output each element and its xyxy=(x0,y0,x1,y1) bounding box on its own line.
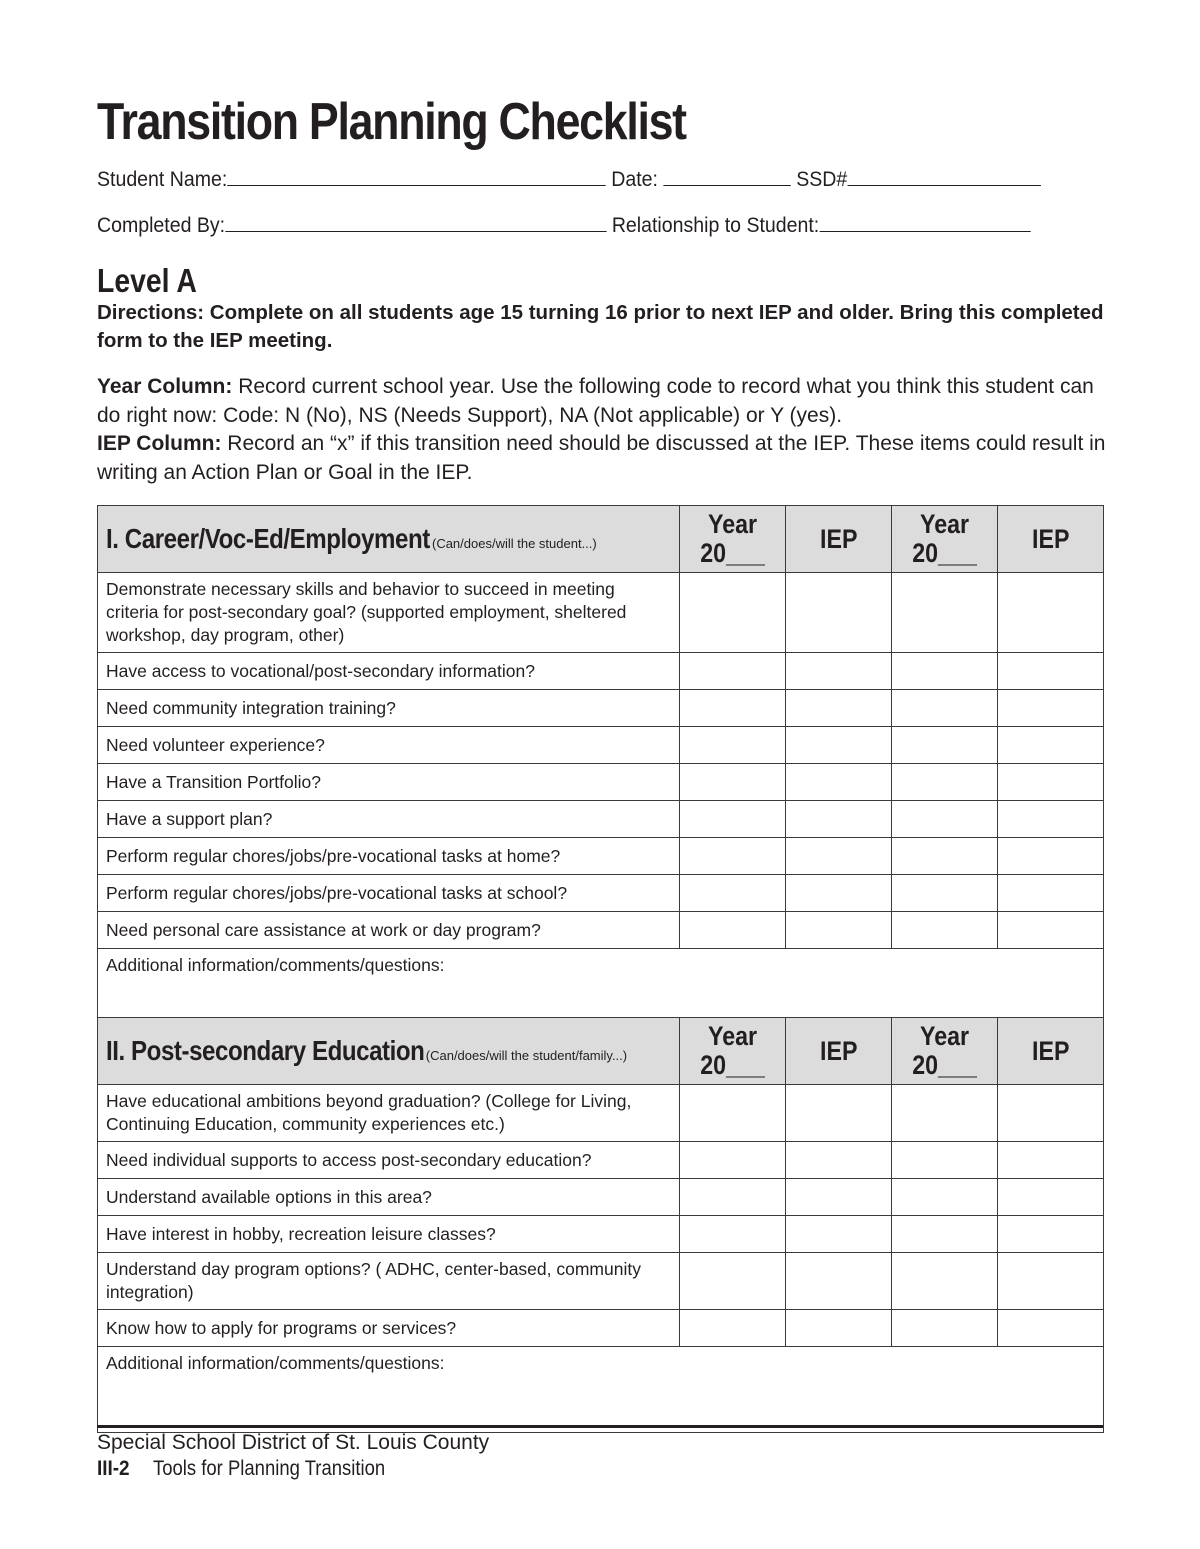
relationship-field[interactable] xyxy=(819,213,1030,232)
footer-page-info xyxy=(97,1457,417,1481)
iep-1-cell[interactable] xyxy=(786,573,892,653)
iep-2-cell[interactable] xyxy=(998,653,1104,690)
iep-1-cell[interactable] xyxy=(786,875,892,912)
iep-1-cell[interactable] xyxy=(786,838,892,875)
iep-1-cell[interactable] xyxy=(786,727,892,764)
iep-1-cell[interactable] xyxy=(786,1142,892,1179)
section-subtitle: (Can/does/will the student/family...) xyxy=(425,1048,628,1063)
iep-column-text: Record an “x” if this transition need should be discussed at the IEP. These items could result in writing an Action Plan or Goal in the IEP. xyxy=(97,432,1106,484)
year-2-cell[interactable] xyxy=(892,1310,998,1347)
table-row xyxy=(98,1085,1104,1142)
iep-2-cell[interactable] xyxy=(998,1142,1104,1179)
year-2-cell[interactable] xyxy=(892,875,998,912)
level-heading: Level A xyxy=(97,262,197,299)
year-1-cell[interactable] xyxy=(680,653,786,690)
table-bottom-rule xyxy=(97,1425,1103,1428)
year-1-cell[interactable] xyxy=(680,1142,786,1179)
iep-2-cell[interactable] xyxy=(998,690,1104,727)
iep-2-cell[interactable] xyxy=(998,1253,1104,1310)
completed-by-row xyxy=(97,213,1027,238)
section-title: II. Post-secondary Education xyxy=(106,1035,425,1066)
year-1-cell[interactable] xyxy=(680,1253,786,1310)
comments-label: Additional information/comments/questions: xyxy=(106,1353,445,1373)
iep-2-cell[interactable] xyxy=(998,1216,1104,1253)
completed-by-label: Completed By: xyxy=(97,214,226,237)
section-title: I. Career/Voc-Ed/Employment xyxy=(106,523,430,554)
iep-2-cell[interactable] xyxy=(998,1179,1104,1216)
table-row xyxy=(98,912,1104,949)
career-checklist-table xyxy=(97,505,1104,1021)
checklist-item-text: Need volunteer experience? xyxy=(98,727,680,764)
comments-row xyxy=(98,1347,1104,1433)
year-1-cell[interactable] xyxy=(680,1216,786,1253)
comments-row xyxy=(98,949,1104,1021)
iep-1-cell[interactable] xyxy=(786,1253,892,1310)
table-row xyxy=(98,801,1104,838)
ssd-field[interactable] xyxy=(847,167,1040,186)
publication-title: Tools for Planning Transition xyxy=(153,1457,386,1480)
checklist-item-text: Need personal care assistance at work or day program? xyxy=(98,912,680,949)
iep-column-label: IEP Column: xyxy=(97,432,222,455)
year-1-cell[interactable] xyxy=(680,764,786,801)
iep-1-cell[interactable] xyxy=(786,1179,892,1216)
iep-2-cell[interactable] xyxy=(998,875,1104,912)
iep-2-cell[interactable] xyxy=(998,1310,1104,1347)
year-1-cell[interactable] xyxy=(680,801,786,838)
year-2-cell[interactable] xyxy=(892,727,998,764)
year-1-cell[interactable] xyxy=(680,912,786,949)
year-2-cell[interactable] xyxy=(892,1085,998,1142)
table-row xyxy=(98,653,1104,690)
iep-1-cell[interactable] xyxy=(786,912,892,949)
year-column-header: Year 20___ xyxy=(892,506,998,573)
footer-organization: Special School District of St. Louis County xyxy=(97,1431,490,1454)
checklist-item-text: Perform regular chores/jobs/pre-vocational tasks at school? xyxy=(98,875,680,912)
table-row xyxy=(98,838,1104,875)
year-1-cell[interactable] xyxy=(680,690,786,727)
date-field[interactable] xyxy=(663,167,790,186)
iep-2-cell[interactable] xyxy=(998,838,1104,875)
checklist-item-text: Have access to vocational/post-secondary information? xyxy=(98,653,680,690)
date-label: Date: xyxy=(611,168,658,191)
table-row xyxy=(98,1179,1104,1216)
year-column-text: Record current school year. Use the following code to record what you think this student can do right now: Code: N (No), NS (Needs Support), NA (Not applicable) or Y (yes). xyxy=(97,375,1094,427)
year-1-cell[interactable] xyxy=(680,838,786,875)
iep-1-cell[interactable] xyxy=(786,1216,892,1253)
student-name-field[interactable] xyxy=(227,167,606,186)
comments-label: Additional information/comments/questions: xyxy=(106,955,445,975)
comments-field[interactable] xyxy=(98,1347,1104,1433)
section-header-row xyxy=(98,1018,1104,1085)
iep-1-cell[interactable] xyxy=(786,1310,892,1347)
section-header-row xyxy=(98,506,1104,573)
year-1-cell[interactable] xyxy=(680,1179,786,1216)
section-subtitle: (Can/does/will the student...) xyxy=(431,536,597,551)
postsecondary-checklist-table xyxy=(97,1017,1104,1433)
checklist-item-text: Have educational ambitions beyond graduation? (College for Living, Continuing Education, community experiences etc.) xyxy=(98,1085,680,1142)
year-2-cell[interactable] xyxy=(892,801,998,838)
checklist-item-text: Understand available options in this area? xyxy=(98,1179,680,1216)
iep-2-cell[interactable] xyxy=(998,801,1104,838)
year-1-cell[interactable] xyxy=(680,573,786,653)
year-column-header: Year 20___ xyxy=(680,506,786,573)
iep-column-header: IEP xyxy=(786,1018,892,1085)
iep-2-cell[interactable] xyxy=(998,727,1104,764)
year-2-cell[interactable] xyxy=(892,764,998,801)
year-2-cell[interactable] xyxy=(892,1142,998,1179)
year-2-cell[interactable] xyxy=(892,912,998,949)
section-title-cell xyxy=(98,506,680,573)
year-1-cell[interactable] xyxy=(680,875,786,912)
student-name-label: Student Name: xyxy=(97,168,228,191)
page-title: Transition Planning Checklist xyxy=(97,93,686,151)
iep-2-cell[interactable] xyxy=(998,1085,1104,1142)
checklist-item-text: Need individual supports to access post-secondary education? xyxy=(98,1142,680,1179)
iep-1-cell[interactable] xyxy=(786,764,892,801)
relationship-label: Relationship to Student: xyxy=(611,214,820,237)
table-row xyxy=(98,1253,1104,1310)
student-info-row xyxy=(97,167,1027,192)
column-instructions xyxy=(97,373,1107,487)
iep-column-header: IEP xyxy=(998,1018,1104,1085)
checklist-item-text: Understand day program options? ( ADHC, center-based, community integration) xyxy=(98,1253,680,1310)
table-row xyxy=(98,690,1104,727)
ssd-label: SSD# xyxy=(796,168,848,191)
year-2-cell[interactable] xyxy=(892,1179,998,1216)
table-row xyxy=(98,573,1104,653)
iep-1-cell[interactable] xyxy=(786,1085,892,1142)
year-column-header: Year 20___ xyxy=(680,1018,786,1085)
year-1-cell[interactable] xyxy=(680,727,786,764)
iep-2-cell[interactable] xyxy=(998,912,1104,949)
year-column-label: Year Column: xyxy=(97,375,233,398)
checklist-item-text: Demonstrate necessary skills and behavior to succeed in meeting criteria for post-secondary goal? (supported employment, sheltered workshop, day program, other) xyxy=(98,573,680,653)
table-row xyxy=(98,1310,1104,1347)
year-2-cell[interactable] xyxy=(892,1216,998,1253)
iep-1-cell[interactable] xyxy=(786,690,892,727)
checklist-item-text: Know how to apply for programs or services? xyxy=(98,1310,680,1347)
section-title-cell xyxy=(98,1018,680,1085)
checklist-item-text: Need community integration training? xyxy=(98,690,680,727)
year-2-cell[interactable] xyxy=(892,690,998,727)
checklist-item-text: Have interest in hobby, recreation leisure classes? xyxy=(98,1216,680,1253)
table-row xyxy=(98,727,1104,764)
year-2-cell[interactable] xyxy=(892,573,998,653)
year-2-cell[interactable] xyxy=(892,1253,998,1310)
iep-column-header: IEP xyxy=(998,506,1104,573)
table-row xyxy=(98,875,1104,912)
checklist-item-text: Have a support plan? xyxy=(98,801,680,838)
checklist-item-text: Perform regular chores/jobs/pre-vocational tasks at home? xyxy=(98,838,680,875)
comments-field[interactable] xyxy=(98,949,1104,1021)
iep-1-cell[interactable] xyxy=(786,653,892,690)
completed-by-field[interactable] xyxy=(225,213,606,232)
year-1-cell[interactable] xyxy=(680,1085,786,1142)
iep-2-cell[interactable] xyxy=(998,573,1104,653)
table-row xyxy=(98,764,1104,801)
iep-1-cell[interactable] xyxy=(786,801,892,838)
page-number: III-2 xyxy=(97,1457,130,1480)
year-column-header: Year 20___ xyxy=(892,1018,998,1085)
iep-2-cell[interactable] xyxy=(998,764,1104,801)
year-2-cell[interactable] xyxy=(892,838,998,875)
table-row xyxy=(98,1142,1104,1179)
year-2-cell[interactable] xyxy=(892,653,998,690)
directions-text: Directions: Complete on all students age 15 turning 16 prior to next IEP and older. Bring this completed form to the IEP meeting. xyxy=(97,301,1104,352)
table-row xyxy=(98,1216,1104,1253)
iep-column-header: IEP xyxy=(786,506,892,573)
checklist-item-text: Have a Transition Portfolio? xyxy=(98,764,680,801)
year-1-cell[interactable] xyxy=(680,1310,786,1347)
